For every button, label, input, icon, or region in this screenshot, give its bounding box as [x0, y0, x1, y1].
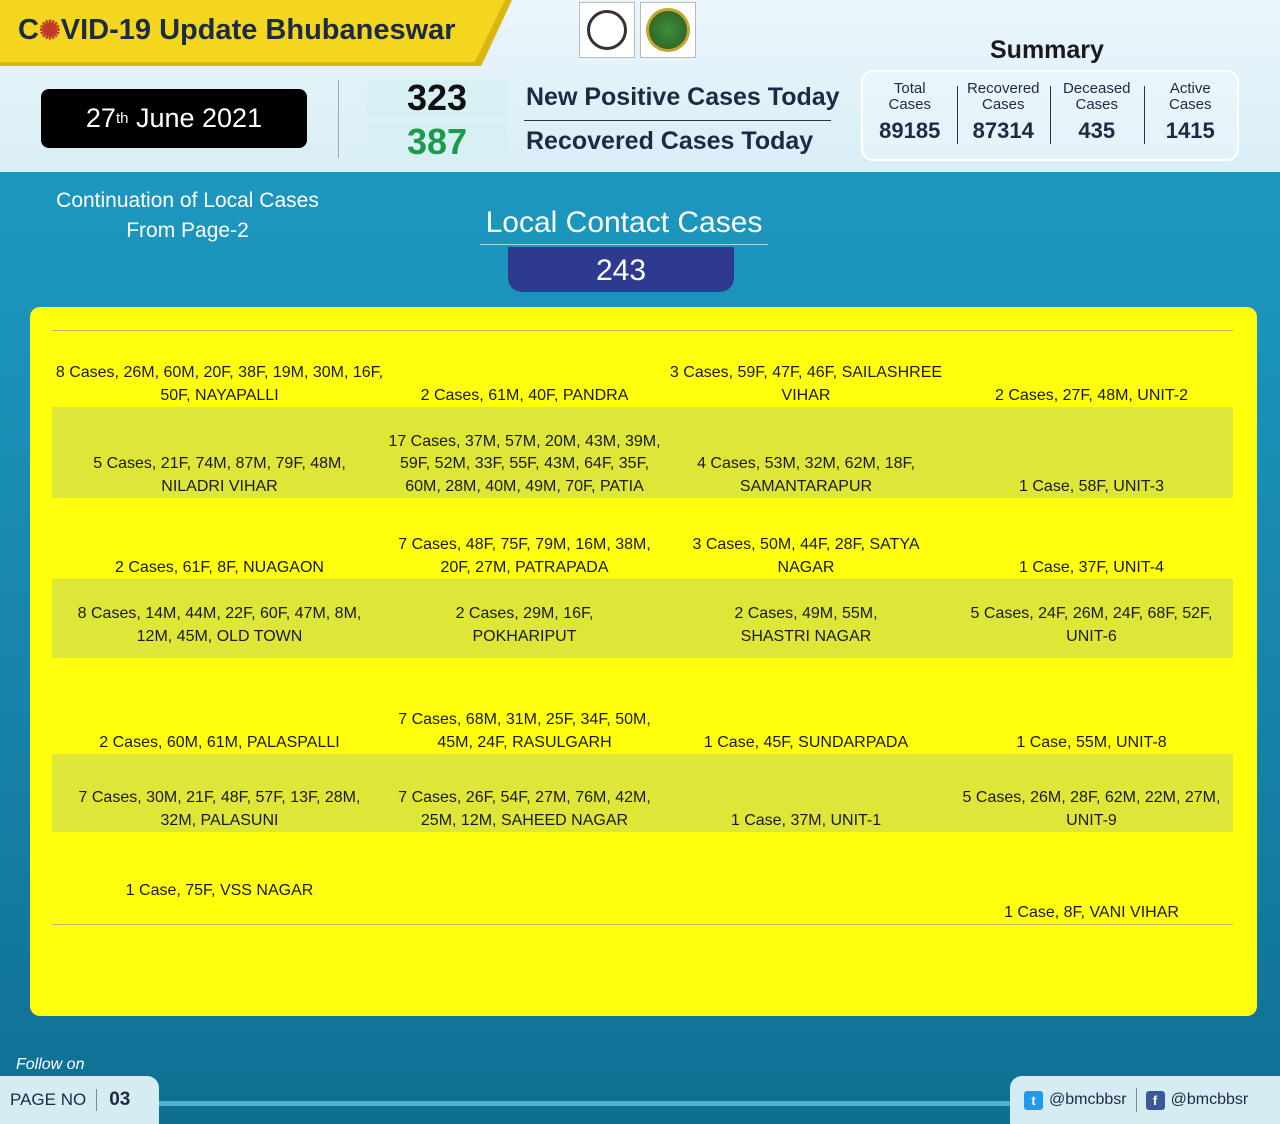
table-cell: 2 Cases, 27F, 48M, UNIT-2 — [995, 386, 1188, 404]
section-count: 243 — [508, 247, 734, 292]
table-cell: 4 Cases, 53M, 32M, 62M, 18F, SAMANTARAPUR — [697, 455, 915, 495]
divider — [52, 924, 1233, 925]
footer-line — [159, 1101, 1010, 1106]
page-title: C✺VID-19 Update Bhubaneswar — [18, 14, 456, 46]
table-row — [52, 579, 1233, 658]
page-number-badge — [0, 1076, 159, 1124]
table-cell: 7 Cases, 48F, 75F, 79M, 16M, 38M, 20F, 27M, PATRAPADA — [398, 536, 651, 576]
table-cell: 5 Cases, 24F, 26M, 24F, 68F, 52F, UNIT-6 — [970, 605, 1213, 645]
recovered-count: 387 — [367, 123, 507, 161]
table-cell: 8 Cases, 14M, 44M, 22F, 60F, 47M, 8M, 12M, 45M, OLD TOWN — [77, 605, 362, 645]
table-cell: 5 Cases, 21F, 74M, 87M, 79F, 48M, NILADRI VIHAR — [93, 455, 346, 495]
table-cell: 1 Case, 37M, UNIT-1 — [730, 811, 882, 829]
odisha-govt-logo — [579, 2, 635, 58]
table-row — [52, 498, 1233, 579]
header — [0, 0, 1280, 172]
table-cell: 2 Cases, 61M, 40F, PANDRA — [420, 386, 629, 404]
table-cell: 1 Case, 55M, UNIT-8 — [1016, 733, 1167, 751]
table-row — [52, 832, 1233, 924]
table-cell: 8 Cases, 26M, 60M, 20F, 38F, 19M, 30M, 16F, 50F, NAYAPALLI — [55, 364, 384, 404]
table-row — [52, 658, 1233, 754]
divider — [524, 120, 831, 121]
summary-total: Total Cases 89185 — [879, 80, 941, 143]
facebook-handle[interactable]: @bmcbbsr — [1170, 1091, 1249, 1108]
table-cell: 7 Cases, 30M, 21F, 48F, 57F, 13F, 28M, 32M, PALASUNI — [78, 789, 361, 829]
table-row — [52, 754, 1233, 832]
table-cell: 7 Cases, 68M, 31M, 25F, 34F, 50M, 45M, 24F, RASULGARH — [398, 711, 651, 751]
table-cell: 17 Cases, 37M, 57M, 20M, 43M, 39M, 59F, 52M, 33F, 55F, 43M, 64F, 35F, 60M, 28M, 40M, 49M, 70F, PATIA — [388, 432, 661, 495]
new-positive-label: New Positive Cases Today — [526, 83, 840, 111]
table-cell: 2 Cases, 61F, 8F, NUAGAON — [115, 558, 324, 576]
summary-deceased: Deceased Cases 435 — [1050, 72, 1144, 159]
summary-active: Active Cases 1415 — [1144, 72, 1238, 159]
page-number: 03 — [109, 1089, 131, 1110]
table-cell: 5 Cases, 26M, 28F, 62M, 22M, 27M, UNIT-9 — [962, 789, 1221, 829]
virus-icon: ✺ — [38, 15, 61, 45]
table-row — [52, 362, 1233, 407]
table-cell: 7 Cases, 26F, 54F, 27M, 76M, 42M, 25M, 12M, SAHEED NAGAR — [398, 789, 651, 829]
continuation-note: Continuation of Local Cases From Page-2 — [56, 189, 319, 242]
facebook-icon[interactable]: f — [1146, 1091, 1165, 1110]
table-cell — [387, 832, 662, 924]
follow-label: Follow on — [16, 1056, 85, 1073]
twitter-icon[interactable]: t — [1024, 1091, 1043, 1110]
divider — [52, 330, 1233, 331]
divider — [338, 80, 339, 158]
table-cell — [662, 832, 950, 924]
new-positive-count: 323 — [367, 79, 507, 117]
table-cell: 3 Cases, 50M, 44F, 28F, SATYA NAGAR — [692, 536, 920, 576]
table-cell: 2 Cases, 60M, 61M, PALASPALLI — [99, 733, 340, 751]
bmc-logo — [640, 2, 696, 58]
page-label: PAGE NO — [10, 1090, 87, 1109]
summary-recovered: Recovered Cases 87314 — [957, 72, 1051, 159]
table-cell: 1 Case, 58F, UNIT-3 — [1019, 477, 1164, 495]
table-row — [52, 407, 1233, 498]
section-title: Local Contact Cases — [485, 206, 763, 239]
summary-title: Summary — [990, 36, 1104, 64]
table-cell: 1 Case, 45F, SUNDARPADA — [703, 733, 909, 751]
social-links — [1010, 1076, 1280, 1124]
table-cell: 2 Cases, 49M, 55M, SHASTRI NAGAR — [734, 605, 878, 645]
table-cell: 2 Cases, 29M, 16F, POKHARIPUT — [455, 605, 594, 645]
table-cell: 3 Cases, 59F, 47F, 46F, SAILASHREE VIHAR — [669, 364, 943, 404]
date-badge: 27 th June 2021 — [41, 89, 307, 148]
twitter-handle[interactable]: @bmcbbsr — [1049, 1091, 1127, 1108]
summary-panel — [861, 70, 1239, 161]
recovered-label: Recovered Cases Today — [526, 127, 814, 155]
table-cell: 1 Case, 8F, VANI VIHAR — [1004, 903, 1179, 921]
table-cell: 1 Case, 37F, UNIT-4 — [1019, 558, 1164, 576]
divider — [480, 244, 768, 245]
table-cell: 1 Case, 75F, VSS NAGAR — [125, 881, 314, 899]
